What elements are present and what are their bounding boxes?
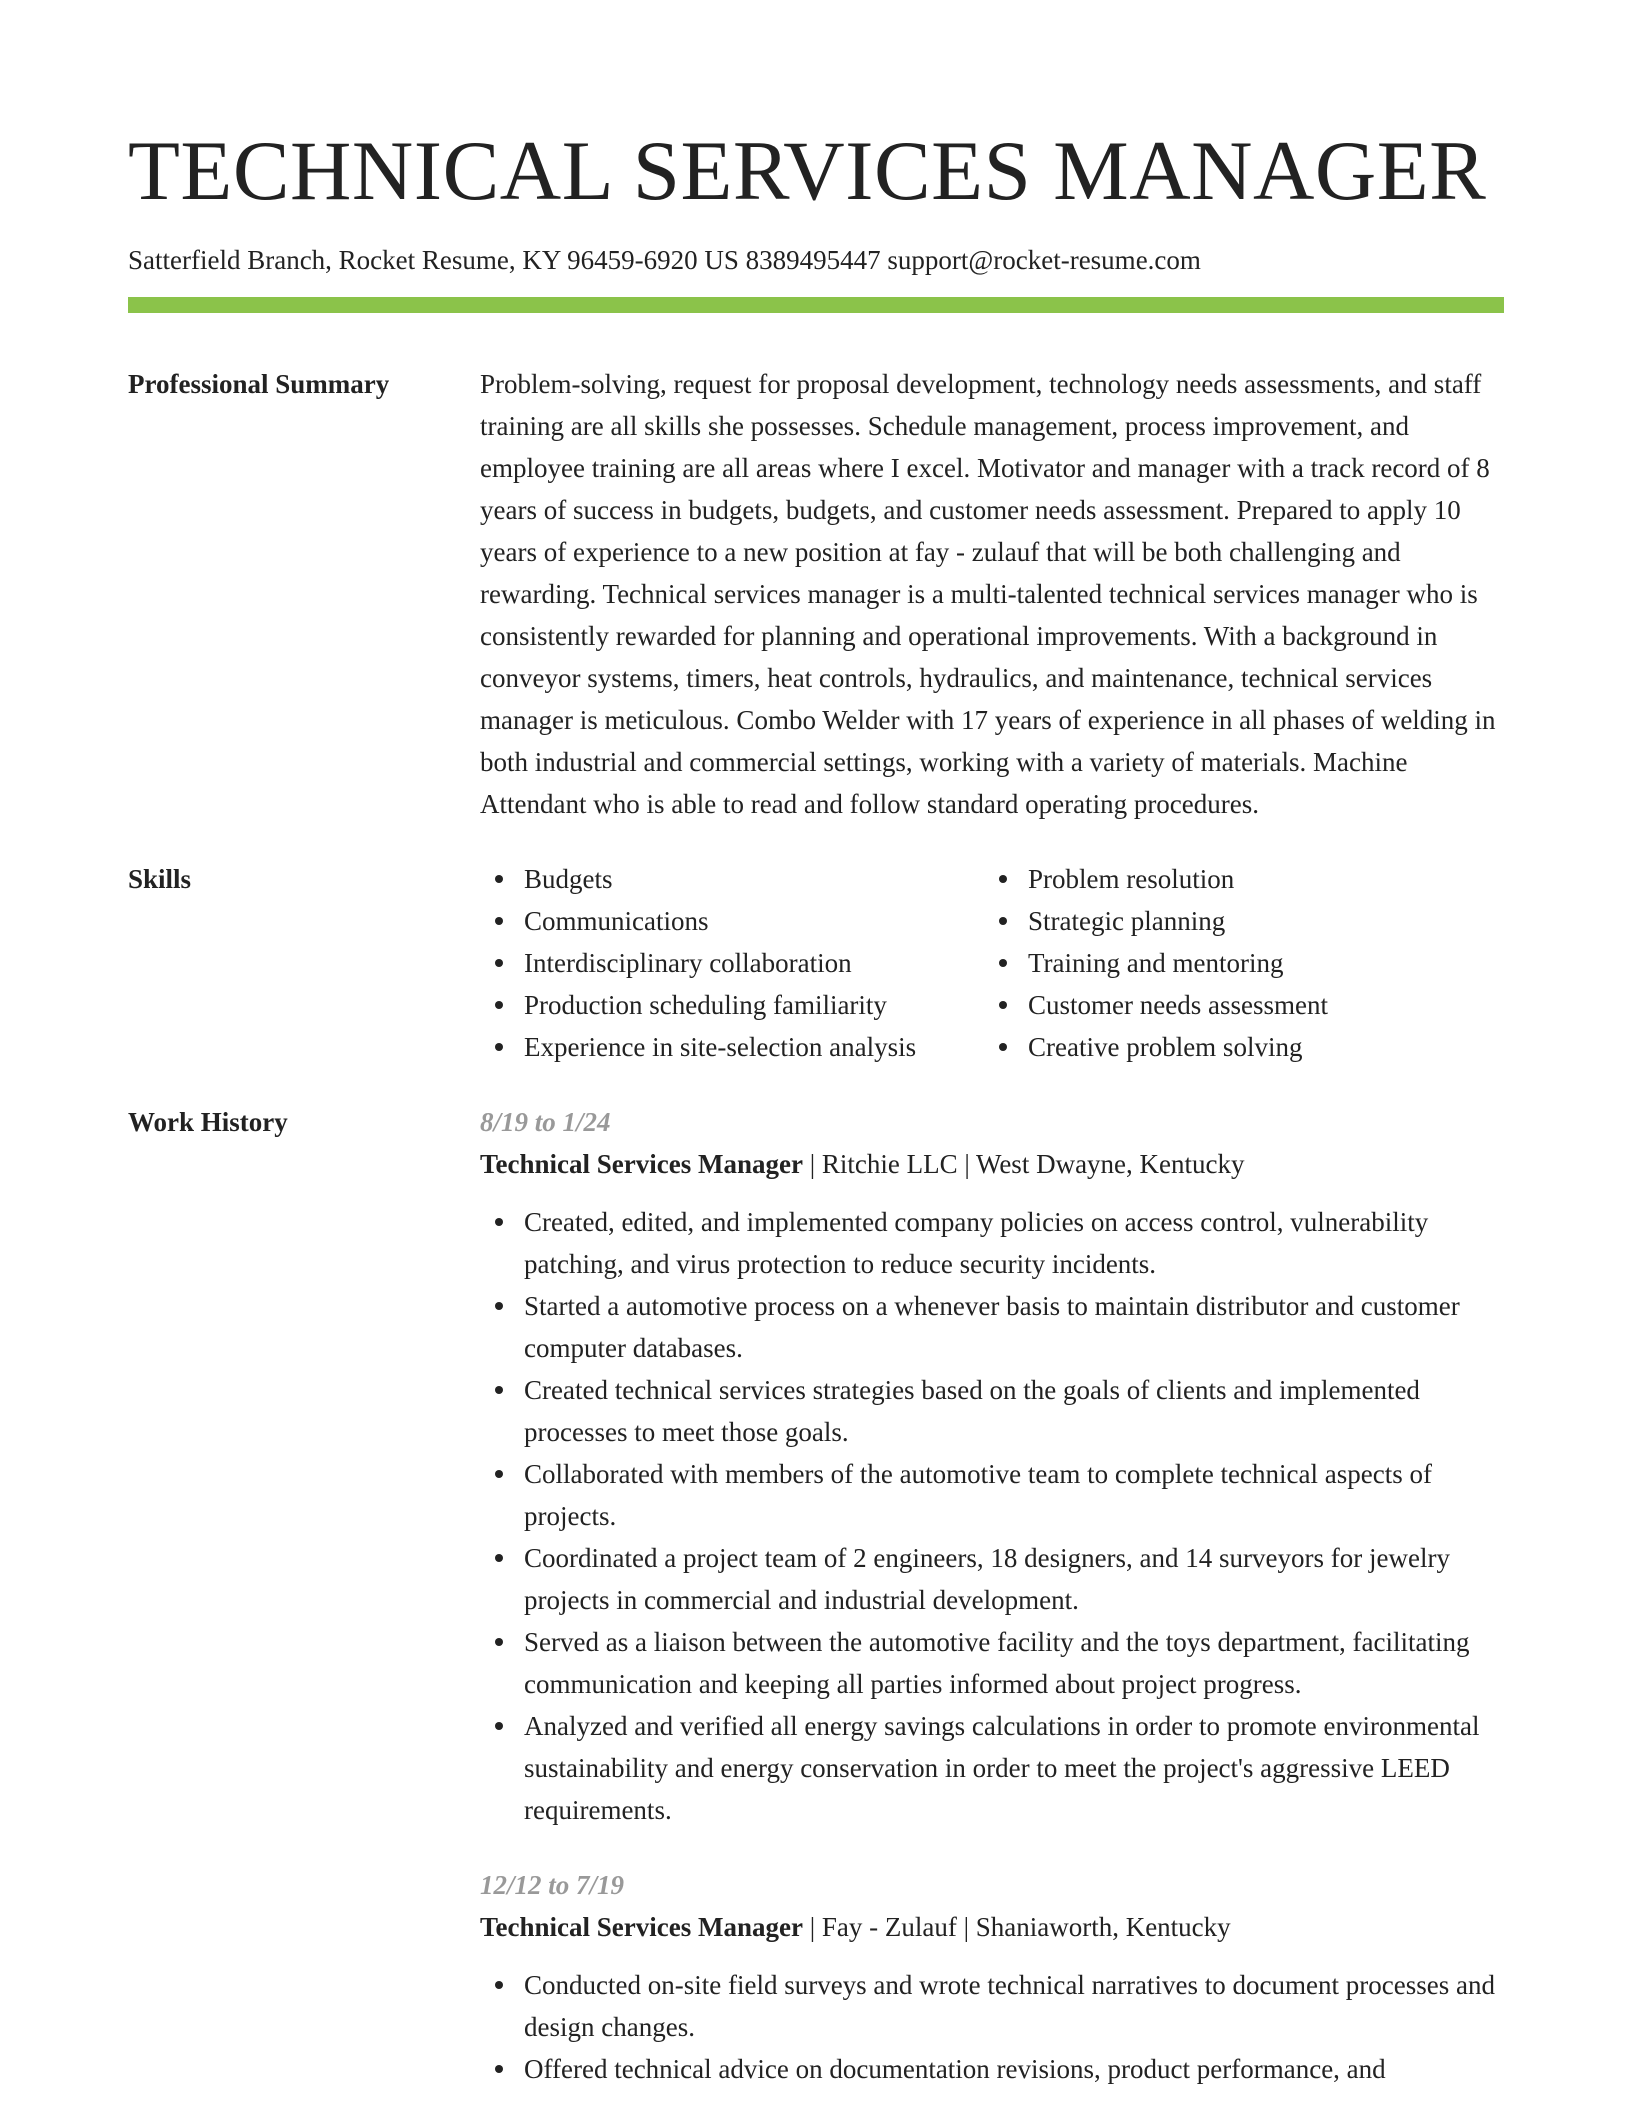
contact-info: Satterfield Branch, Rocket Resume, KY 96459-6920 US 8389495447 support@rocket-resume.com (128, 245, 1201, 275)
job-title: Technical Services Manager (480, 1149, 803, 1179)
skills-section (128, 858, 1504, 1068)
work-history-list (480, 1101, 1504, 2090)
job-bullet: Analyzed and verified all energy savings calculations in order to promote environmental sustainability and energy conservation in order to meet the project's aggressive LEED requirements. (480, 1705, 1504, 1831)
job-bullet: Created technical services strategies based on the goals of clients and implemented processes to meet those goals. (480, 1369, 1504, 1453)
professional-summary-section (128, 363, 1504, 825)
job-bullets (480, 1201, 1504, 1831)
skill-item: Strategic planning (984, 900, 1488, 942)
job-heading (480, 1906, 1504, 1948)
resume-page (128, 0, 1504, 2112)
job-dates: 12/12 to 7/19 (480, 1870, 625, 1900)
resume-title: TECHNICAL SERVICES MANAGER (128, 124, 1487, 218)
section-label-summary: Professional Summary (128, 369, 390, 399)
job-bullet: Served as a liaison between the automotive facility and the toys department, facilitating communication and keeping all parties informed about project progress. (480, 1621, 1504, 1705)
skill-item: Communications (480, 900, 984, 942)
skill-item: Creative problem solving (984, 1026, 1488, 1068)
skill-item: Problem resolution (984, 858, 1488, 900)
skill-item: Training and mentoring (984, 942, 1488, 984)
job-entry (480, 1101, 1504, 1831)
job-bullet: Offered technical advice on documentation revisions, product performance, and (480, 2048, 1504, 2090)
skill-item: Customer needs assessment (984, 984, 1488, 1026)
job-employer-location: | Ritchie LLC | West Dwayne, Kentucky (802, 1149, 1245, 1179)
job-title: Technical Services Manager (480, 1912, 803, 1942)
skill-item: Interdisciplinary collaboration (480, 942, 984, 984)
work-history-section (128, 1101, 1504, 2090)
skills-columns (480, 858, 1504, 1068)
job-bullets (480, 1964, 1504, 2090)
job-bullet: Started a automotive process on a whenever basis to maintain distributor and customer computer databases. (480, 1285, 1504, 1369)
summary-text: Problem-solving, request for proposal development, technology needs assessments, and staff training are all skills she possesses. Schedule management, process improvement, and employee training are all areas where I excel. Motivator and manager with a track record of 8 years of success in budgets, budgets, and customer needs assessment. Prepared to apply 10 years of experience to a new position at fay - zulauf that will be both challenging and rewarding. Technical services manager is a multi-talented technical services manager who is consistently rewarded for planning and operational improvements. With a background in conveyor systems, timers, heat controls, hydraulics, and maintenance, technical services manager is meticulous. Combo Welder with 17 years of experience in all phases of welding in both industrial and commercial settings, working with a variety of materials. Machine Attendant who is able to read and follow standard operating procedures. (480, 369, 1496, 819)
skill-item: Budgets (480, 858, 984, 900)
section-label-skills: Skills (128, 864, 192, 894)
skills-list-right (984, 858, 1488, 1068)
job-bullet: Coordinated a project team of 2 engineers, 18 designers, and 14 surveyors for jewelry projects in commercial and industrial development. (480, 1537, 1504, 1621)
job-entry (480, 1864, 1504, 2090)
skills-list-left (480, 858, 984, 1068)
job-dates: 8/19 to 1/24 (480, 1107, 611, 1137)
header-divider (128, 297, 1504, 313)
skill-item: Experience in site-selection analysis (480, 1026, 984, 1068)
job-bullet: Collaborated with members of the automotive team to complete technical aspects of projects. (480, 1453, 1504, 1537)
job-bullet: Conducted on-site field surveys and wrote technical narratives to document processes and design changes. (480, 1964, 1504, 2048)
skill-item: Production scheduling familiarity (480, 984, 984, 1026)
job-heading (480, 1143, 1504, 1185)
job-bullet: Created, edited, and implemented company policies on access control, vulnerability patching, and virus protection to reduce security incidents. (480, 1201, 1504, 1285)
job-employer-location: | Fay - Zulauf | Shaniaworth, Kentucky (802, 1912, 1231, 1942)
section-label-work-history: Work History (128, 1107, 288, 1137)
